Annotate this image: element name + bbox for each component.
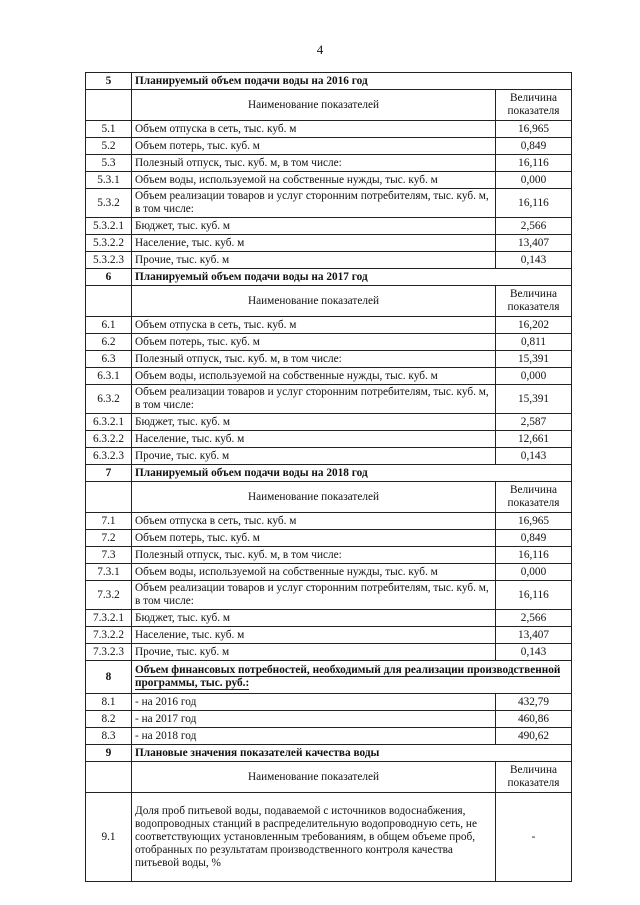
row-number: 7.3.1 xyxy=(86,564,132,581)
table-row xyxy=(86,627,572,644)
indicator-value: 0,811 xyxy=(496,334,572,351)
indicator-name: - на 2018 год xyxy=(132,728,496,745)
table-row xyxy=(86,368,572,385)
column-header-row xyxy=(86,762,572,793)
row-number: 5.3.2.3 xyxy=(86,252,132,269)
indicator-value: 16,116 xyxy=(496,581,572,610)
indicator-name: Полезный отпуск, тыс. куб. м, в том числе: xyxy=(132,547,496,564)
row-number: 7.3.2.1 xyxy=(86,610,132,627)
indicator-name: Бюджет, тыс. куб. м xyxy=(132,610,496,627)
indicator-name: Объем воды, используемой на собственные нужды, тыс. куб. м xyxy=(132,564,496,581)
row-number: 8 xyxy=(86,661,132,694)
indicator-name: Объем отпуска в сеть, тыс. куб. м xyxy=(132,513,496,530)
section-title: Объем финансовых потребностей, необходимый для реализации производственной программы, тыс. руб.: xyxy=(135,664,561,689)
indicator-name: Население, тыс. куб. м xyxy=(132,431,496,448)
indicator-value: 16,965 xyxy=(496,121,572,138)
table-row xyxy=(86,189,572,218)
row-number: 6.3.2.1 xyxy=(86,414,132,431)
row-number: 7.3.2.2 xyxy=(86,627,132,644)
indicator-name: Прочие, тыс. куб. м xyxy=(132,252,496,269)
indicator-value: 0,849 xyxy=(496,138,572,155)
indicator-value: 16,965 xyxy=(496,513,572,530)
table-row xyxy=(86,235,572,252)
row-number: 5.2 xyxy=(86,138,132,155)
table-row xyxy=(86,513,572,530)
column-header-value: Величина показателя xyxy=(496,762,572,793)
table-row xyxy=(86,581,572,610)
indicator-name: Объем отпуска в сеть, тыс. куб. м xyxy=(132,121,496,138)
indicator-name: Объем воды, используемой на собственные нужды, тыс. куб. м xyxy=(132,368,496,385)
indicator-value: 0,143 xyxy=(496,448,572,465)
row-number xyxy=(86,286,132,317)
indicator-name: Объем воды, используемой на собственные нужды, тыс. куб. м xyxy=(132,172,496,189)
table-row xyxy=(86,351,572,368)
indicator-value: 16,116 xyxy=(496,547,572,564)
row-number: 5.3 xyxy=(86,155,132,172)
indicator-value: 432,79 xyxy=(496,694,572,711)
row-number: 6.2 xyxy=(86,334,132,351)
table-row xyxy=(86,644,572,661)
row-number: 5.1 xyxy=(86,121,132,138)
indicator-name: Объем реализации товаров и услуг сторонним потребителям, тыс. куб. м, в том числе: xyxy=(132,581,496,610)
row-number xyxy=(86,482,132,513)
row-number: 5.3.1 xyxy=(86,172,132,189)
table-row xyxy=(86,172,572,189)
indicator-value: 0,000 xyxy=(496,172,572,189)
row-number: 6.3 xyxy=(86,351,132,368)
indicator-name: Полезный отпуск, тыс. куб. м, в том числе: xyxy=(132,351,496,368)
table-row xyxy=(86,155,572,172)
row-number: 7.2 xyxy=(86,530,132,547)
row-number: 5.3.2 xyxy=(86,189,132,218)
row-number: 7.3.2 xyxy=(86,581,132,610)
column-header-value: Величина показателя xyxy=(496,286,572,317)
indicator-name: Объем потерь, тыс. куб. м xyxy=(132,334,496,351)
column-header-name: Наименование показателей xyxy=(132,286,496,317)
table-row xyxy=(86,728,572,745)
column-header-row xyxy=(86,286,572,317)
indicator-value: 16,116 xyxy=(496,189,572,218)
row-number: 7.3 xyxy=(86,547,132,564)
table-row xyxy=(86,694,572,711)
indicator-value: 0,143 xyxy=(496,644,572,661)
column-header-value: Величина показателя xyxy=(496,482,572,513)
column-header-row xyxy=(86,482,572,513)
row-number: 7.1 xyxy=(86,513,132,530)
indicator-name: - на 2017 год xyxy=(132,711,496,728)
row-number: 8.3 xyxy=(86,728,132,745)
row-number: 6.3.2 xyxy=(86,385,132,414)
indicator-name: Объем потерь, тыс. куб. м xyxy=(132,530,496,547)
table-row xyxy=(86,385,572,414)
indicator-name: Доля проб питьевой воды, подаваемой с источников водоснабжения, водопроводных станций в распределительную водопроводную сеть, не соответствующих установленным требованиям, в общем объеме проб, отобранных по результатам производственного контроля качества питьевой воды, % xyxy=(132,793,496,882)
row-number: 7 xyxy=(86,465,132,482)
section-header-row xyxy=(86,73,572,90)
indicator-value: 490,62 xyxy=(496,728,572,745)
column-header-name: Наименование показателей xyxy=(132,482,496,513)
table-row xyxy=(86,334,572,351)
indicator-name: Бюджет, тыс. куб. м xyxy=(132,414,496,431)
column-header-name: Наименование показателей xyxy=(132,90,496,121)
table-row xyxy=(86,138,572,155)
column-header-value: Величина показателя xyxy=(496,90,572,121)
indicator-value: 15,391 xyxy=(496,385,572,414)
indicator-name: Планируемый объем подачи воды на 2016 год xyxy=(132,73,572,90)
indicator-name: - на 2016 год xyxy=(132,694,496,711)
row-number xyxy=(86,762,132,793)
row-number: 6.3.1 xyxy=(86,368,132,385)
row-number xyxy=(86,90,132,121)
table-row xyxy=(86,448,572,465)
indicator-name: Прочие, тыс. куб. м xyxy=(132,448,496,465)
row-number: 5 xyxy=(86,73,132,90)
indicators-table-body xyxy=(86,73,572,882)
indicator-value: 460,86 xyxy=(496,711,572,728)
row-number: 5.3.2.1 xyxy=(86,218,132,235)
row-number: 8.2 xyxy=(86,711,132,728)
indicator-value: 0,000 xyxy=(496,368,572,385)
page-number: 4 xyxy=(316,42,324,57)
section-header-row xyxy=(86,269,572,286)
indicator-name xyxy=(132,661,572,694)
table-row xyxy=(86,218,572,235)
table-row xyxy=(86,547,572,564)
indicator-name: Планируемый объем подачи воды на 2017 год xyxy=(132,269,572,286)
indicators-table xyxy=(85,72,572,882)
indicator-name: Население, тыс. куб. м xyxy=(132,627,496,644)
indicator-name: Планируемый объем подачи воды на 2018 год xyxy=(132,465,572,482)
table-row xyxy=(86,793,572,882)
column-header-name: Наименование показателей xyxy=(132,762,496,793)
indicator-name: Прочие, тыс. куб. м xyxy=(132,644,496,661)
row-number: 9.1 xyxy=(86,793,132,882)
row-number: 6 xyxy=(86,269,132,286)
indicator-value: 0,000 xyxy=(496,564,572,581)
indicator-name: Полезный отпуск, тыс. куб. м, в том числе: xyxy=(132,155,496,172)
section-header-row xyxy=(86,465,572,482)
row-number: 8.1 xyxy=(86,694,132,711)
indicator-name: Объем реализации товаров и услуг сторонним потребителям, тыс. куб. м, в том числе: xyxy=(132,189,496,218)
indicator-name: Бюджет, тыс. куб. м xyxy=(132,218,496,235)
row-number: 9 xyxy=(86,745,132,762)
indicator-name: Объем отпуска в сеть, тыс. куб. м xyxy=(132,317,496,334)
indicator-value: 13,407 xyxy=(496,235,572,252)
indicator-name: Объем реализации товаров и услуг сторонним потребителям, тыс. куб. м, в том числе: xyxy=(132,385,496,414)
table-row xyxy=(86,121,572,138)
row-number: 6.3.2.3 xyxy=(86,448,132,465)
row-number: 7.3.2.3 xyxy=(86,644,132,661)
indicator-value: 2,587 xyxy=(496,414,572,431)
indicator-value: - xyxy=(496,793,572,882)
indicator-value: 16,116 xyxy=(496,155,572,172)
indicator-value: 12,661 xyxy=(496,431,572,448)
indicator-name: Население, тыс. куб. м xyxy=(132,235,496,252)
row-number: 6.3.2.2 xyxy=(86,431,132,448)
indicator-value: 16,202 xyxy=(496,317,572,334)
table-row xyxy=(86,610,572,627)
table-row xyxy=(86,431,572,448)
table-row xyxy=(86,711,572,728)
indicator-value: 15,391 xyxy=(496,351,572,368)
indicator-value: 2,566 xyxy=(496,610,572,627)
indicator-name: Объем потерь, тыс. куб. м xyxy=(132,138,496,155)
table-row xyxy=(86,252,572,269)
table-row xyxy=(86,317,572,334)
section-header-row xyxy=(86,661,572,694)
indicator-value: 13,407 xyxy=(496,627,572,644)
indicator-value: 2,566 xyxy=(496,218,572,235)
indicator-name: Плановые значения показателей качества воды xyxy=(132,745,572,762)
indicator-value: 0,143 xyxy=(496,252,572,269)
column-header-row xyxy=(86,90,572,121)
row-number: 5.3.2.2 xyxy=(86,235,132,252)
indicator-value: 0,849 xyxy=(496,530,572,547)
table-row xyxy=(86,414,572,431)
table-row xyxy=(86,564,572,581)
row-number: 6.1 xyxy=(86,317,132,334)
table-row xyxy=(86,530,572,547)
section-header-row xyxy=(86,745,572,762)
